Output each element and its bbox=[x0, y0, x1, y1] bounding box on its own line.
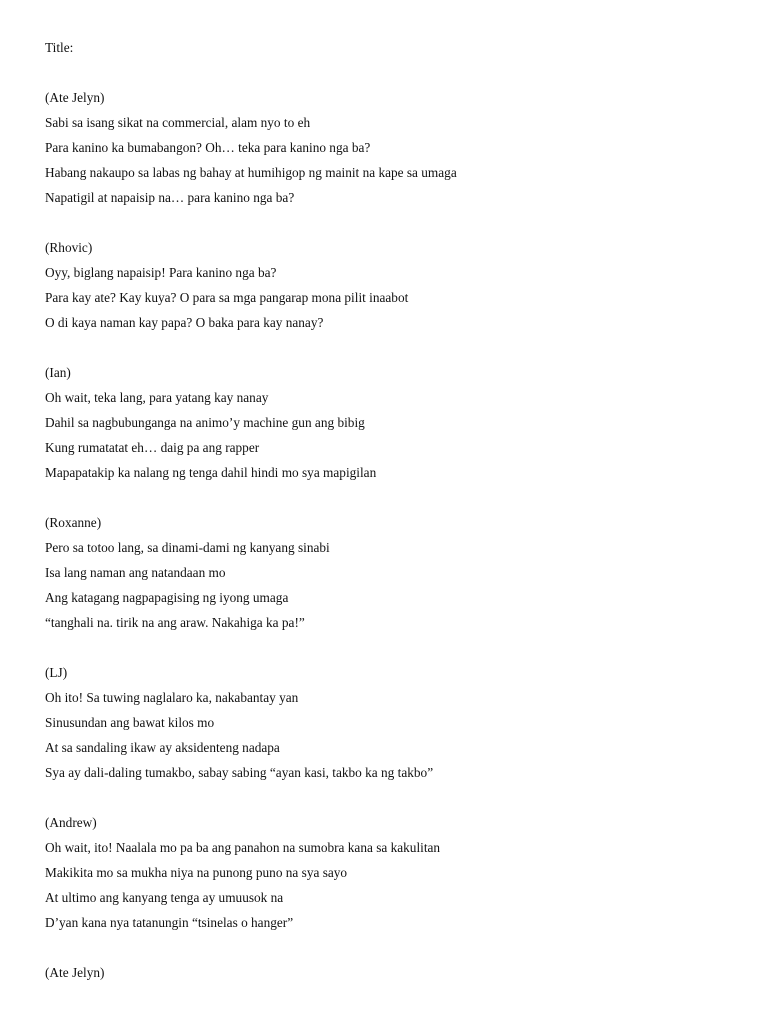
stanza bbox=[45, 238, 728, 363]
lyric-line: “tanghali na. tirik na ang araw. Nakahiga ka pa!” bbox=[45, 615, 305, 630]
lyric-line: Oh ito! Sa tuwing naglalaro ka, nakabantay yan bbox=[45, 690, 299, 705]
lyric-line: Sya ay dali-daling tumakbo, sabay sabing “ayan kasi, takbo ka ng takbo” bbox=[45, 765, 434, 780]
lyric-line: Oyy, biglang napaisip! Para kanino nga ba? bbox=[45, 265, 277, 280]
lyric-line: Sabi sa isang sikat na commercial, alam nyo to eh bbox=[45, 115, 311, 130]
lyric-line: At sa sandaling ikaw ay aksidenteng nadapa bbox=[45, 740, 280, 755]
lyric-line: Habang nakaupo sa labas ng bahay at humihigop ng mainit na kape sa umaga bbox=[45, 165, 457, 180]
document-body bbox=[45, 38, 728, 988]
lyric-line: Ang katagang nagpapagising ng iyong umaga bbox=[45, 590, 289, 605]
speaker-label: (Roxanne) bbox=[45, 515, 102, 530]
blank-line bbox=[45, 63, 728, 88]
blank-line bbox=[45, 638, 728, 663]
blank-line bbox=[45, 213, 728, 238]
speaker-label: (Rhovic) bbox=[45, 240, 93, 255]
lyric-line: Oh wait, ito! Naalala mo pa ba ang panahon na sumobra kana sa kakulitan bbox=[45, 840, 441, 855]
lyric-line: Makikita mo sa mukha niya na punong puno na sya sayo bbox=[45, 865, 348, 880]
speaker-label: (Ate Jelyn) bbox=[45, 965, 105, 980]
blank-line bbox=[45, 488, 728, 513]
stanza bbox=[45, 363, 728, 513]
lyric-line: Para kanino ka bumabangon? Oh… teka para kanino nga ba? bbox=[45, 140, 371, 155]
lyric-line: Sinusundan ang bawat kilos mo bbox=[45, 715, 215, 730]
blank-line bbox=[45, 338, 728, 363]
speaker-label: (Ate Jelyn) bbox=[45, 90, 105, 105]
blank-line bbox=[45, 788, 728, 813]
speaker-label: (Andrew) bbox=[45, 815, 97, 830]
stanza bbox=[45, 88, 728, 238]
stanza bbox=[45, 963, 728, 988]
lyric-line: Para kay ate? Kay kuya? O para sa mga pangarap mona pilit inaabot bbox=[45, 290, 409, 305]
lyric-line: Napatigil at napaisip na… para kanino nga ba? bbox=[45, 190, 295, 205]
speaker-label: (LJ) bbox=[45, 665, 68, 680]
lyric-line: Mapapatakip ka nalang ng tenga dahil hindi mo sya mapigilan bbox=[45, 465, 377, 480]
lyric-line: O di kaya naman kay papa? O baka para kay nanay? bbox=[45, 315, 324, 330]
lyric-line: At ultimo ang kanyang tenga ay umuusok na bbox=[45, 890, 284, 905]
stanza bbox=[45, 813, 728, 963]
stanza bbox=[45, 663, 728, 813]
lyric-line: D’yan kana nya tatanungin “tsinelas o hanger” bbox=[45, 915, 294, 930]
lyric-line: Pero sa totoo lang, sa dinami-dami ng kanyang sinabi bbox=[45, 540, 330, 555]
lyric-line: Oh wait, teka lang, para yatang kay nanay bbox=[45, 390, 269, 405]
document-title-line: Title: bbox=[45, 40, 74, 55]
lyric-line: Dahil sa nagbubunganga na animo’y machine gun ang bibig bbox=[45, 415, 365, 430]
lyric-line: Isa lang naman ang natandaan mo bbox=[45, 565, 226, 580]
stanza bbox=[45, 513, 728, 663]
speaker-label: (Ian) bbox=[45, 365, 71, 380]
lyric-line: Kung rumatatat eh… daig pa ang rapper bbox=[45, 440, 260, 455]
blank-line bbox=[45, 938, 728, 963]
